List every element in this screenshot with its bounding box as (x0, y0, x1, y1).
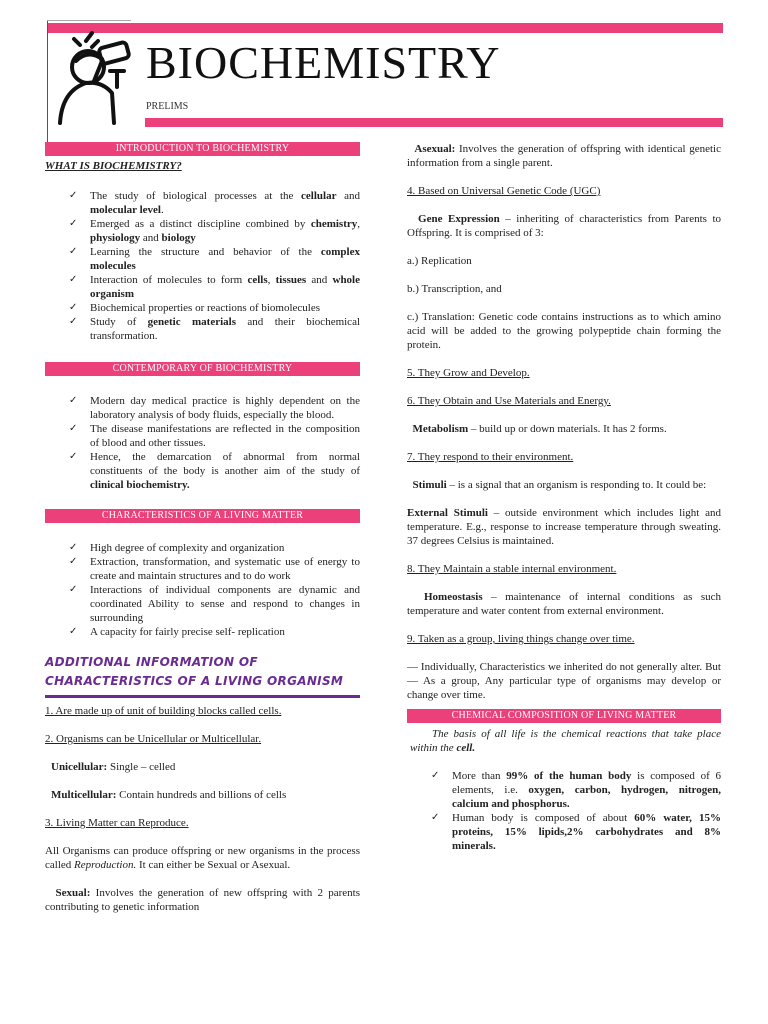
translation-item: c.) Translation: Genetic code contains instructions as to which amino acid will be added to the growing polypeptide chain forming the protein. (407, 311, 721, 351)
list-item: ✓ Human body is composed of about 60% water, 15% proteins, 15% lipids,2% carbohydrates and 8% minerals. (431, 812, 721, 852)
point-5: 5. They Grow and Develop. (407, 367, 530, 379)
additional-info-title: ADDITIONAL INFORMATION OF CHARACTERISTICS OF A LIVING ORGANISM (45, 655, 344, 688)
point-3: 3. Living Matter can Reproduce. (45, 817, 189, 829)
chemical-list (407, 769, 721, 853)
what-is-heading: WHAT IS BIOCHEMISTRY? (45, 160, 182, 172)
list-item: ✓ Extraction, transformation, and systematic use of energy to create and maintain structures and to do work (69, 556, 360, 582)
check-icon: ✓ (431, 770, 440, 781)
point-2: 2. Organisms can be Unicellular or Multicellular. (45, 733, 262, 745)
point-7: 7. They respond to their environment. (407, 451, 574, 463)
point-1: 1. Are made up of unit of building blocks called cells. (45, 705, 282, 717)
point-8: 8. They Maintain a stable internal environment. (407, 563, 617, 575)
individually-text: — Individually, Characteristics we inherited do not generally alter. But — As a group, Any particular type of organisms may develop or change over time. (407, 661, 721, 701)
list-item: ✓ The study of biological processes at the cellular and molecular level. (69, 190, 360, 216)
stimuli-text: Stimuli – is a signal that an organism is responding to. It could be: (412, 479, 707, 491)
header-top-bar (47, 23, 723, 33)
check-icon: ✓ (69, 584, 78, 595)
section-header-contemporary: CONTEMPORARY OF BIOCHEMISTRY (45, 362, 360, 376)
check-icon: ✓ (69, 451, 78, 462)
check-icon: ✓ (69, 218, 78, 229)
list-item: ✓ High degree of complexity and organization (69, 542, 285, 554)
page-title: BIOCHEMISTRY (146, 37, 501, 88)
list-item: ✓ A capacity for fairly precise self- replication (69, 626, 285, 638)
left-column (45, 142, 360, 914)
list-item: ✓ Learning the structure and behavior of the complex molecules (69, 246, 360, 272)
header-bottom-bar (145, 118, 723, 127)
purple-divider (45, 695, 360, 698)
check-icon: ✓ (69, 556, 78, 567)
list-item: ✓ Biochemical properties or reactions of biomolecules (69, 302, 321, 314)
list-item: ✓ More than 99% of the human body is composed of 6 elements, i.e. oxygen, carbon, hydrogen, nitrogen, calcium and phosphorus. (431, 770, 722, 810)
reproduction-text: All Organisms can produce offspring or new organisms in the process called Reproduction. It can either be Sexual or Asexual. (45, 845, 360, 871)
scientist-microscope-icon (52, 31, 138, 135)
point-4: 4. Based on Universal Genetic Code (UGC) (407, 185, 601, 197)
point-6: 6. They Obtain and Use Materials and Energy. (407, 395, 611, 407)
logo (47, 21, 146, 145)
check-icon: ✓ (69, 190, 78, 201)
check-icon: ✓ (431, 812, 440, 823)
check-icon: ✓ (69, 302, 78, 313)
check-icon: ✓ (69, 274, 78, 285)
page-subtitle: PRELIMS (146, 101, 189, 112)
check-icon: ✓ (69, 423, 78, 434)
list-item: ✓ Hence, the demarcation of abnormal from normal constituents of the body is another aim of the study of clinical biochemistry. (69, 451, 360, 491)
section-header-introduction: INTRODUCTION TO BIOCHEMISTRY (45, 142, 360, 156)
check-icon: ✓ (69, 542, 78, 553)
contemporary-list (45, 394, 360, 492)
check-icon: ✓ (69, 626, 78, 637)
check-icon: ✓ (69, 395, 78, 406)
asexual-text: Asexual: Involves the generation of offspring with identical genetic information from a single parent. (407, 143, 721, 169)
check-icon: ✓ (69, 246, 78, 257)
list-item: ✓ Interactions of individual components are dynamic and coordinated Ability to sense and respond to changes in surrounding (69, 584, 360, 624)
point-9: 9. Taken as a group, living things change over time. (407, 633, 635, 645)
section-header-characteristics: CHARACTERISTICS OF A LIVING MATTER (45, 509, 360, 523)
homeostasis-text: Homeostasis – maintenance of internal conditions as such temperature and water content from external environment. (407, 591, 722, 617)
list-item: ✓ Study of genetic materials and their biochemical transformation. (69, 316, 361, 342)
right-column (407, 142, 721, 853)
characteristics-list (45, 541, 360, 639)
basis-text: The basis of all life is the chemical reactions that take place within the cell. (410, 728, 721, 754)
check-icon: ✓ (69, 316, 78, 327)
transcription-item: b.) Transcription, and (407, 283, 502, 295)
replication-item: a.) Replication (407, 255, 472, 267)
list-item: ✓ The disease manifestations are reflected in the composition of blood and other tissues. (69, 423, 360, 449)
section-header-chemical-composition: CHEMICAL COMPOSITION OF LIVING MATTER (407, 709, 721, 723)
list-item: ✓ Modern day medical practice is highly dependent on the laboratory analysis of body fluids, especially the blood. (69, 395, 360, 421)
multicellular-line: Multicellular: Contain hundreds and billions of cells (51, 789, 287, 801)
sexual-text: Sexual: Involves the generation of new offspring with 2 parents contributing to genetic information (45, 887, 361, 913)
gene-expression-text: Gene Expression – inheriting of characteristics from Parents to Offspring. It is comprised of 3: (407, 213, 721, 239)
list-item: ✓ Emerged as a distinct discipline combined by chemistry, physiology and biology (69, 218, 360, 244)
unicellular-line: Unicellular: Single – celled (51, 761, 176, 773)
external-stimuli-text: External Stimuli – outside environment which includes light and temperature. E.g., response to increase temperature through sweating. 37 degrees Celsius is maintained. (407, 507, 721, 547)
metabolism-text: Metabolism – build up or down materials. It has 2 forms. (412, 423, 667, 435)
intro-list (45, 189, 360, 343)
list-item: ✓ Interaction of molecules to form cells, tissues and whole organism (69, 274, 360, 300)
